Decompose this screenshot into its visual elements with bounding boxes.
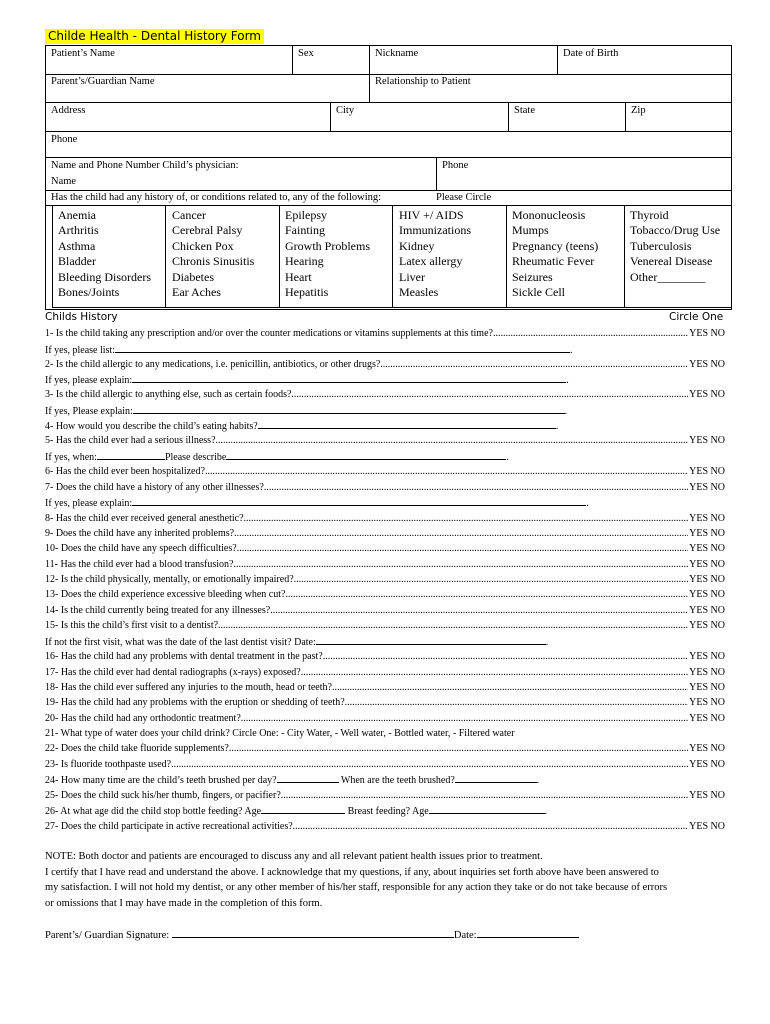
question-2-followup: If yes, please explain: . <box>45 375 569 386</box>
question-26: 26- At what age did the child stop bottle feeding? Age Breast feeding? Age . <box>45 806 548 817</box>
condition-option[interactable]: Diabetes <box>172 270 214 284</box>
leader-dots <box>293 820 688 833</box>
question-text: 14- Is the child currently being treated for any illnesses? <box>45 605 271 616</box>
form-title: Childe Health - Dental History Form <box>45 29 264 44</box>
question-text: 5- Has the child ever had a serious illness? <box>45 435 216 446</box>
answer-line[interactable] <box>316 635 546 645</box>
leader-dots <box>205 465 688 478</box>
yes-no-choice[interactable]: YES NO <box>689 466 725 477</box>
leader-dots <box>345 696 689 709</box>
certification-line: my satisfaction. I will not hold my dentist, or any other member of his/her staff, responsible for any action they take or do not take because of errors <box>45 882 668 893</box>
yes-no-choice[interactable]: YES NO <box>689 328 725 339</box>
divider <box>45 157 732 158</box>
question-text: 11- Has the child ever had a blood transfusion? <box>45 559 234 570</box>
divider <box>369 45 370 102</box>
condition-option[interactable]: Cerebral Palsy <box>172 223 243 237</box>
leader-dots <box>285 588 688 601</box>
history-prompt: Has the child had any history of, or conditions related to, any of the following: <box>51 192 382 203</box>
divider <box>292 45 293 74</box>
divider <box>45 102 732 103</box>
answer-line[interactable] <box>132 496 586 506</box>
yes-no-choice[interactable]: YES NO <box>689 543 725 554</box>
followup-label: If yes, please explain: <box>45 375 133 386</box>
condition-option[interactable]: Fainting <box>285 223 326 237</box>
followup-label: Please describe <box>164 452 227 463</box>
leader-dots <box>233 558 688 571</box>
question-22 <box>45 742 725 755</box>
leader-dots <box>241 712 688 725</box>
circle-one-label: Circle One <box>669 311 724 323</box>
condition-option[interactable]: Thyroid <box>630 208 669 222</box>
physician-phone-field[interactable]: Phone <box>442 160 469 171</box>
divider <box>52 307 732 308</box>
answer-line[interactable] <box>429 804 545 814</box>
divider <box>392 205 393 308</box>
address-field[interactable]: Address <box>51 105 86 116</box>
yes-no-choice[interactable]: YES NO <box>689 559 725 570</box>
question-9 <box>45 527 725 540</box>
question-17 <box>45 666 725 679</box>
leader-dots <box>380 358 688 371</box>
question-text: 24- How many time are the child’s teeth brushed per day? <box>45 775 277 786</box>
question-23 <box>45 758 725 771</box>
yes-no-choice[interactable]: YES NO <box>689 682 725 693</box>
yes-no-choice[interactable]: YES NO <box>689 713 725 724</box>
condition-option[interactable]: Immunizations <box>399 223 471 237</box>
followup-label: If yes, please explain: <box>45 498 133 509</box>
patients-name-field[interactable]: Patient’s Name <box>51 48 115 59</box>
leader-dots <box>264 481 688 494</box>
condition-option[interactable]: Bleeding Disorders <box>58 270 151 284</box>
condition-option[interactable]: Bones/Joints <box>58 285 120 299</box>
yes-no-choice[interactable]: YES NO <box>689 651 725 662</box>
question-25 <box>45 789 725 802</box>
question-text: 26- At what age did the child stop bottle feeding? Age <box>45 806 262 817</box>
question-1 <box>45 327 725 340</box>
guardian-name-field[interactable]: Parent’s/Guardian Name <box>51 76 155 87</box>
answer-line[interactable] <box>277 773 339 783</box>
leader-dots <box>323 650 688 663</box>
followup-label: If yes, Please explain: <box>45 406 133 417</box>
condition-option[interactable]: Mononucleosis <box>512 208 586 222</box>
please-circle-label: Please Circle <box>436 192 492 203</box>
condition-option[interactable]: Liver <box>399 270 425 284</box>
question-text: 15- Is this the child’s first visit to a dentist? <box>45 620 219 631</box>
question-13 <box>45 588 725 601</box>
divider <box>165 205 166 308</box>
signature-line[interactable] <box>172 928 454 938</box>
divider <box>624 205 625 308</box>
divider <box>45 190 732 191</box>
divider <box>52 205 53 308</box>
leader-dots <box>493 327 688 340</box>
question-text: 16- Has the child had any problems with dental treatment in the past? <box>45 651 323 662</box>
yes-no-choice[interactable]: YES NO <box>689 435 725 446</box>
condition-option[interactable]: Tuberculosis <box>630 239 692 253</box>
condition-option[interactable]: Epilepsy <box>285 208 327 222</box>
certification-line: or omissions that I may have made in the completion of this form. <box>45 898 323 909</box>
condition-option[interactable]: Asthma <box>58 239 96 253</box>
childs-history-heading: Childs History <box>45 311 118 323</box>
condition-option[interactable]: HIV +/ AIDS <box>399 208 464 222</box>
yes-no-choice[interactable]: YES NO <box>689 605 725 616</box>
divider <box>45 205 732 206</box>
question-3-followup: If yes, Please explain: . <box>45 406 568 417</box>
question-text: 3- Is the child allergic to anything else, such as certain foods? <box>45 389 292 400</box>
question-21[interactable]: 21- What type of water does your child drink? Circle One: - City Water, - Well water, - Bottled water, - Filtered water <box>45 728 515 739</box>
condition-option[interactable]: Bladder <box>58 254 96 268</box>
question-14 <box>45 604 725 617</box>
divider <box>436 157 437 190</box>
question-text: 4- How would you describe the child’s eating habits? <box>45 421 258 432</box>
followup-label: If yes, please list: <box>45 345 115 356</box>
leader-dots <box>301 666 688 679</box>
question-2 <box>45 358 725 371</box>
question-5-followup: If yes, when: Please describe . <box>45 452 509 463</box>
date-line[interactable] <box>477 928 579 938</box>
condition-option[interactable]: Measles <box>399 285 439 299</box>
leader-dots <box>216 434 689 447</box>
condition-option[interactable]: Cancer <box>172 208 206 222</box>
divider <box>330 102 331 131</box>
divider <box>45 131 732 132</box>
question-text: 9- Does the child have any inherited problems? <box>45 528 235 539</box>
question-text: 12- Is the child physically, mentally, or emotionally impaired? <box>45 574 294 585</box>
leader-dots <box>229 742 688 755</box>
answer-line[interactable] <box>261 804 345 814</box>
condition-option[interactable]: Seizures <box>512 270 553 284</box>
yes-no-choice[interactable]: YES NO <box>689 574 725 585</box>
zip-field[interactable]: Zip <box>631 105 646 116</box>
leader-dots <box>218 619 688 632</box>
divider <box>625 102 626 131</box>
question-text: 25- Does the child suck his/her thumb, fingers, or pacifier? <box>45 790 281 801</box>
leader-dots <box>234 527 688 540</box>
leader-dots <box>244 512 689 525</box>
question-text: 13- Does the child experience excessive bleeding when cut? <box>45 589 286 600</box>
physician-name-field[interactable]: Name <box>51 176 77 187</box>
condition-option[interactable]: Ear Aches <box>172 285 221 299</box>
yes-no-choice[interactable]: YES NO <box>689 359 725 370</box>
question-text: 22- Does the child take fluoride supplements? <box>45 743 229 754</box>
relationship-field[interactable]: Relationship to Patient <box>375 76 471 87</box>
phone-field[interactable]: Phone <box>51 134 78 145</box>
answer-line[interactable] <box>133 404 565 414</box>
yes-no-choice[interactable]: YES NO <box>689 389 725 400</box>
divider <box>557 45 558 74</box>
condition-option[interactable]: Tobacco/Drug Use <box>630 223 721 237</box>
question-19 <box>45 696 725 709</box>
question-text: 20- Has the child had any orthodontic treatment? <box>45 713 241 724</box>
yes-no-choice[interactable]: YES NO <box>689 697 725 708</box>
yes-no-choice[interactable]: YES NO <box>689 513 725 524</box>
condition-option[interactable]: Sickle Cell <box>512 285 565 299</box>
yes-no-choice[interactable]: YES NO <box>689 482 725 493</box>
followup-label: If yes, when: <box>45 452 97 463</box>
condition-option[interactable]: Other________ <box>630 270 706 284</box>
answer-line[interactable] <box>97 450 165 460</box>
leader-dots <box>294 573 689 586</box>
condition-option[interactable]: Chicken Pox <box>172 239 234 253</box>
answer-line[interactable] <box>132 373 566 383</box>
question-text: When are the teeth brushed? <box>340 775 455 786</box>
state-field[interactable]: State <box>514 105 535 116</box>
question-1-followup: If yes, please list: . <box>45 345 573 356</box>
question-text: 6- Has the child ever been hospitalized? <box>45 466 205 477</box>
question-4: 4- How would you describe the child’s eating habits? . <box>45 421 559 432</box>
certification-line: I certify that I have read and understand the above. I acknowledge that my questions, if any, about inquiries set forth above have been answered to <box>45 867 659 878</box>
condition-option[interactable]: Chronis Sinusitis <box>172 254 255 268</box>
followup-label: If not the first visit, what was the date of the last dentist visit? Date: <box>45 637 316 648</box>
question-text: 18- Has the child ever suffered any injuries to the mouth, head or teeth? <box>45 682 332 693</box>
condition-option[interactable]: Hepatitis <box>285 285 329 299</box>
divider <box>508 102 509 131</box>
answer-line[interactable] <box>115 343 570 353</box>
answer-line[interactable] <box>258 419 556 429</box>
question-15-followup: If not the first visit, what was the date of the last dentist visit? Date: . <box>45 637 549 648</box>
question-12 <box>45 573 725 586</box>
question-8 <box>45 512 725 525</box>
condition-option[interactable]: Latex allergy <box>399 254 463 268</box>
condition-option[interactable]: Anemia <box>58 208 96 222</box>
nickname-field[interactable]: Nickname <box>375 48 419 59</box>
question-7 <box>45 481 725 494</box>
condition-option[interactable]: Kidney <box>399 239 435 253</box>
leader-dots <box>237 542 688 555</box>
divider <box>45 74 732 75</box>
answer-line[interactable] <box>226 450 506 460</box>
question-16 <box>45 650 725 663</box>
sex-field[interactable]: Sex <box>298 48 314 59</box>
question-text: 27- Does the child participate in active recreational activities? <box>45 821 293 832</box>
question-text: 2- Is the child allergic to any medications, i.e. penicillin, antibiotics, or other drugs? <box>45 359 381 370</box>
question-6 <box>45 465 725 478</box>
physician-label: Name and Phone Number Child’s physician: <box>51 160 239 171</box>
leader-dots <box>332 681 688 694</box>
condition-option[interactable]: Venereal Disease <box>630 254 713 268</box>
yes-no-choice[interactable]: YES NO <box>689 759 725 770</box>
question-24: 24- How many time are the child’s teeth brushed per day? When are the teeth brushed? . <box>45 775 540 786</box>
yes-no-choice[interactable]: YES NO <box>689 743 725 754</box>
yes-no-choice[interactable]: YES NO <box>689 620 725 631</box>
question-text: Breast feeding? Age <box>347 806 429 817</box>
question-7-followup: If yes, please explain: . <box>45 498 589 509</box>
question-11 <box>45 558 725 571</box>
condition-option[interactable]: Pregnancy (teens) <box>512 239 599 253</box>
question-text: 10- Does the child have any speech difficulties? <box>45 543 237 554</box>
condition-option[interactable]: Heart <box>285 270 312 284</box>
date-of-birth-field[interactable]: Date of Birth <box>563 48 619 59</box>
condition-option[interactable]: Hearing <box>285 254 324 268</box>
yes-no-choice[interactable]: YES NO <box>689 821 725 832</box>
signature-row <box>45 928 579 942</box>
leader-dots <box>281 789 688 802</box>
question-10 <box>45 542 725 555</box>
divider <box>279 205 280 308</box>
condition-option[interactable]: Mumps <box>512 223 549 237</box>
question-text: 17- Has the child ever had dental radiographs (x-rays) exposed? <box>45 667 301 678</box>
date-label: Date: <box>453 930 477 941</box>
condition-option[interactable]: Arthritis <box>58 223 99 237</box>
yes-no-choice[interactable]: YES NO <box>689 667 725 678</box>
question-text: 19- Has the child had any problems with the eruption or shedding of teeth? <box>45 697 345 708</box>
question-text: 8- Has the child ever received general anesthetic? <box>45 513 244 524</box>
question-text: 23- Is fluoride toothpaste used? <box>45 759 172 770</box>
signature-label: Parent’s/ Guardian Signature: <box>45 930 170 941</box>
question-15 <box>45 619 725 632</box>
question-18 <box>45 681 725 694</box>
note-paragraph: NOTE: Both doctor and patients are encouraged to discuss any and all relevant patient health issues prior to treatment. <box>45 851 543 862</box>
city-field[interactable]: City <box>336 105 355 116</box>
question-5 <box>45 434 725 447</box>
leader-dots <box>171 758 688 771</box>
yes-no-choice[interactable]: YES NO <box>689 528 725 539</box>
condition-option[interactable]: Growth Problems <box>285 239 370 253</box>
question-20 <box>45 712 725 725</box>
answer-line[interactable] <box>455 773 537 783</box>
condition-option[interactable]: Rheumatic Fever <box>512 254 595 268</box>
question-27 <box>45 820 725 833</box>
yes-no-choice[interactable]: YES NO <box>689 589 725 600</box>
question-3 <box>45 388 725 401</box>
leader-dots <box>291 388 688 401</box>
divider <box>506 205 507 308</box>
yes-no-choice[interactable]: YES NO <box>689 790 725 801</box>
question-text: 1- Is the child taking any prescription and/or over the counter medications or vitamins supplements at this time? <box>45 328 493 339</box>
leader-dots <box>270 604 688 617</box>
question-text: 7- Does the child have a history of any other illnesses? <box>45 482 264 493</box>
